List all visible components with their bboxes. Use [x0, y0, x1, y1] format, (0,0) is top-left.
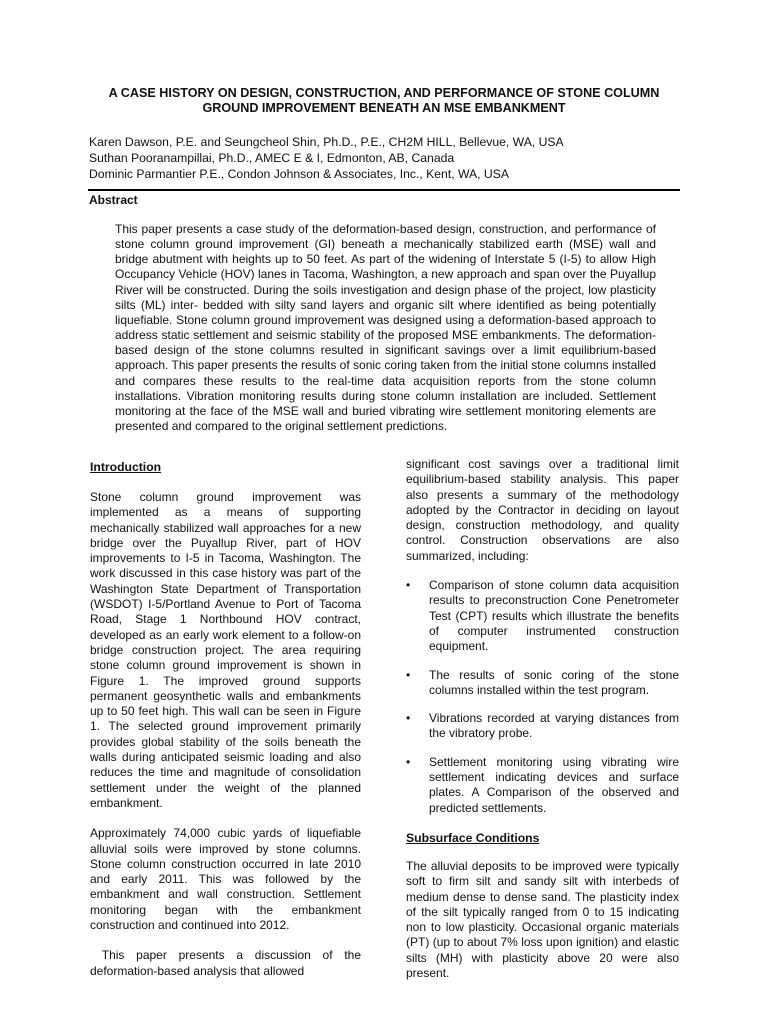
list-item	[406, 711, 679, 742]
introduction-paragraph-1: Stone column ground improvement was implemented as a means of supporting mechanically stabilized wall approaches for a new bridge over the Puyallup River, part of HOV improvements to I-5 in Tacoma, Washington. The work discussed in this case history was part of the Washington State Department of Transportation (WSDOT) I-5/Portland Avenue to Port of Tacoma Road, Stage 1 Northbound HOV contract, developed as an early work element to a follow-on bridge construction project. The area requiring stone column ground improvement is shown in Figure 1. The improved ground supports permanent geosynthetic walls and embankments up to 50 feet high. This wall can be seen in Figure 1. The selected ground improvement primarily provides global stability of the soils beneath the walls during anticipated seismic loading and also reduces the time and magnitude of consolidation settlement under the weight of the planned embankment.	[90, 490, 361, 810]
title-line-2: GROUND IMPROVEMENT BENEATH AN MSE EMBANKMENT	[202, 101, 566, 115]
bullet-dot: •	[406, 754, 411, 769]
bullet-dot: •	[406, 711, 411, 726]
introduction-paragraph-2: Approximately 74,000 cubic yards of liquefiable alluvial soils were improved by stone columns. Stone column construction occurred in late 2010 and early 2011. This was followed by the embankment and wall construction. Settlement monitoring began with the embankment construction and continued into 2012.	[90, 826, 361, 933]
introduction-continuation: significant cost savings over a traditional limit equilibrium-based stability analysis. This paper also presents a summary of the methodology adopted by the Contractor in deciding on layout design, construction methodology, and quality control. Construction observations are also summarized, including:	[406, 457, 679, 563]
bullet-dot: •	[406, 578, 411, 593]
author-line-1: Karen Dawson, P.E. and Seungcheol Shin, Ph.D., P.E., CH2M HILL, Bellevue, WA, USA	[89, 135, 564, 149]
observation-list	[406, 578, 679, 816]
list-item	[406, 755, 679, 816]
bullet-dot: •	[406, 667, 411, 682]
author-line-2: Suthan Pooranampillai, Ph.D., AMEC E & I, Edmonton, AB, Canada	[89, 151, 455, 165]
subsurface-paragraph: The alluvial deposits to be improved were typically soft to firm silt and sandy silt with interbeds of medium dense to dense sand. The plasticity index of the silt typically ranged from 0 to 15 indicating non to low plasticity. Occasional organic materials (PT) (up to about 7% loss upon ignition) and elastic silts (MH) with plasticity above 20 were also present.	[406, 858, 679, 981]
subsurface-heading: Subsurface Conditions	[406, 830, 540, 845]
list-item	[406, 578, 679, 654]
introduction-heading: Introduction	[90, 460, 162, 474]
author-list	[89, 134, 564, 182]
header-divider	[88, 189, 680, 191]
title-line-1: A CASE HISTORY ON DESIGN, CONSTRUCTION, AND PERFORMANCE OF STONE COLUMN	[108, 86, 660, 100]
list-item-text: Comparison of stone column data acquisition results to preconstruction Cone Penetrometer Test (CPT) results which illustrate the benefits of computer instrumented construction equipment.	[429, 578, 679, 654]
list-item-text: Vibrations recorded at varying distances from the vibratory probe.	[429, 711, 679, 741]
introduction-paragraph-3: This paper presents a discussion of the deformation-based analysis that allowed	[90, 948, 365, 978]
list-item-text: Settlement monitoring using vibrating wire settlement indicating devices and surface plates. A Comparison of the observed and predicted settlements.	[429, 754, 679, 815]
right-column	[406, 457, 679, 995]
list-item	[406, 668, 679, 699]
abstract-heading: Abstract	[89, 193, 138, 207]
author-line-3: Dominic Parmantier P.E., Condon Johnson & Associates, Inc., Kent, WA, USA	[89, 167, 509, 181]
list-item-text: The results of sonic coring of the stone columns installed within the test program.	[429, 667, 679, 697]
left-column	[90, 459, 365, 994]
abstract-text: This paper presents a case study of the deformation-based design, construction, and performance of stone column ground improvement (GI) beneath a mechanically stabilized earth (MSE) wall and bridge abutment with heights up to 50 feet. As part of the widening of Interstate 5 (I-5) to allow High Occupancy Vehicle (HOV) lanes in Tacoma, Washington, a new approach and span over the Puyallup River will be constructed. During the soils investigation and design phase of the project, low plasticity silts (ML) inter- bedded with silty sand layers and organic silt where identified as being potentially liquefiable. Stone column ground improvement was designed using a deformation-based approach to address static settlement and seismic stability of the proposed MSE embankments. The deformation-based design of the stone columns resulted in significant savings over a limit equilibrium-based approach. This paper presents the results of sonic coring taken from the initial stone columns installed and compares these results to the real-time data acquisition reports from the stone column installations. Vibration monitoring results during stone column installation are included. Settlement monitoring at the face of the MSE wall and buried vibrating wire settlement monitoring elements are presented and compared to the original settlement predictions.	[115, 222, 656, 434]
paper-title	[60, 86, 708, 116]
